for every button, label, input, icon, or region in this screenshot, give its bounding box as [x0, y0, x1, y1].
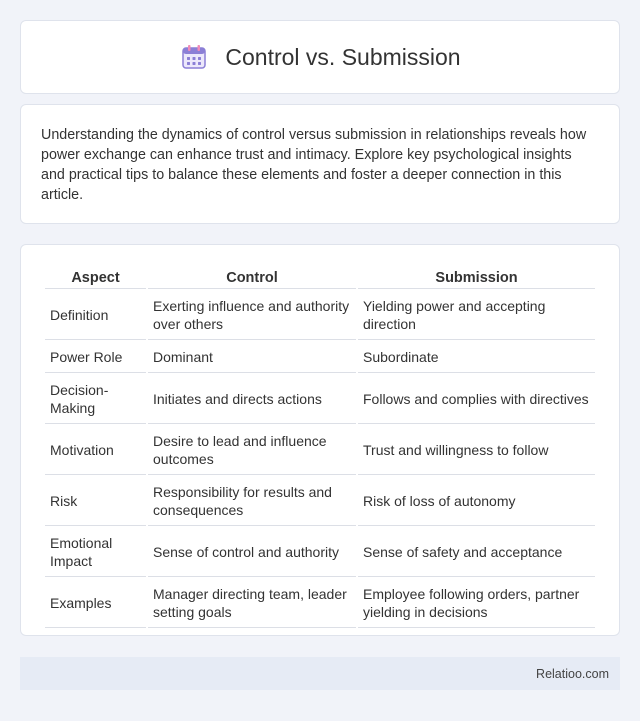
footer-brand: Relatioo.com [536, 666, 609, 681]
aspect-cell: Risk [45, 477, 146, 526]
aspect-cell: Examples [45, 579, 146, 628]
table-row [45, 426, 595, 475]
submission-cell: Follows and complies with directives [358, 375, 595, 424]
submission-cell: Sense of safety and acceptance [358, 528, 595, 577]
control-cell: Exerting influence and authority over others [148, 291, 356, 340]
header-submission: Submission [358, 267, 595, 289]
submission-cell: Trust and willingness to follow [358, 426, 595, 475]
calendar-icon [179, 42, 209, 72]
table-row [45, 375, 595, 424]
submission-cell: Employee following orders, partner yielding in decisions [358, 579, 595, 628]
table-row [45, 477, 595, 526]
submission-cell: Yielding power and accepting direction [358, 291, 595, 340]
header [21, 21, 619, 93]
submission-cell: Risk of loss of autonomy [358, 477, 595, 526]
table-card [20, 244, 620, 636]
footer [20, 657, 620, 690]
control-cell: Responsibility for results and consequences [148, 477, 356, 526]
header-control: Control [148, 267, 356, 289]
intro-text: Understanding the dynamics of control versus submission in relationships reveals how power exchange can enhance trust and intimacy. Explore key psychological insights and practical tips to balance these elements and foster a deeper connection in this article. [41, 127, 587, 203]
header-aspect: Aspect [45, 267, 146, 289]
intro-card [20, 104, 620, 224]
submission-cell: Subordinate [358, 342, 595, 373]
control-cell: Manager directing team, leader setting goals [148, 579, 356, 628]
table-header-row [45, 267, 595, 289]
table-row [45, 291, 595, 340]
header-card [20, 20, 620, 94]
table-row [45, 342, 595, 373]
aspect-cell: Emotional Impact [45, 528, 146, 577]
aspect-cell: Definition [45, 291, 146, 340]
table-row [45, 579, 595, 628]
aspect-cell: Power Role [45, 342, 146, 373]
table-row [45, 528, 595, 577]
control-cell: Dominant [148, 342, 356, 373]
control-cell: Initiates and directs actions [148, 375, 356, 424]
page-title: Control vs. Submission [225, 43, 461, 70]
aspect-cell: Decision-Making [45, 375, 146, 424]
comparison-table [43, 265, 597, 630]
control-cell: Desire to lead and influence outcomes [148, 426, 356, 475]
aspect-cell: Motivation [45, 426, 146, 475]
control-cell: Sense of control and authority [148, 528, 356, 577]
